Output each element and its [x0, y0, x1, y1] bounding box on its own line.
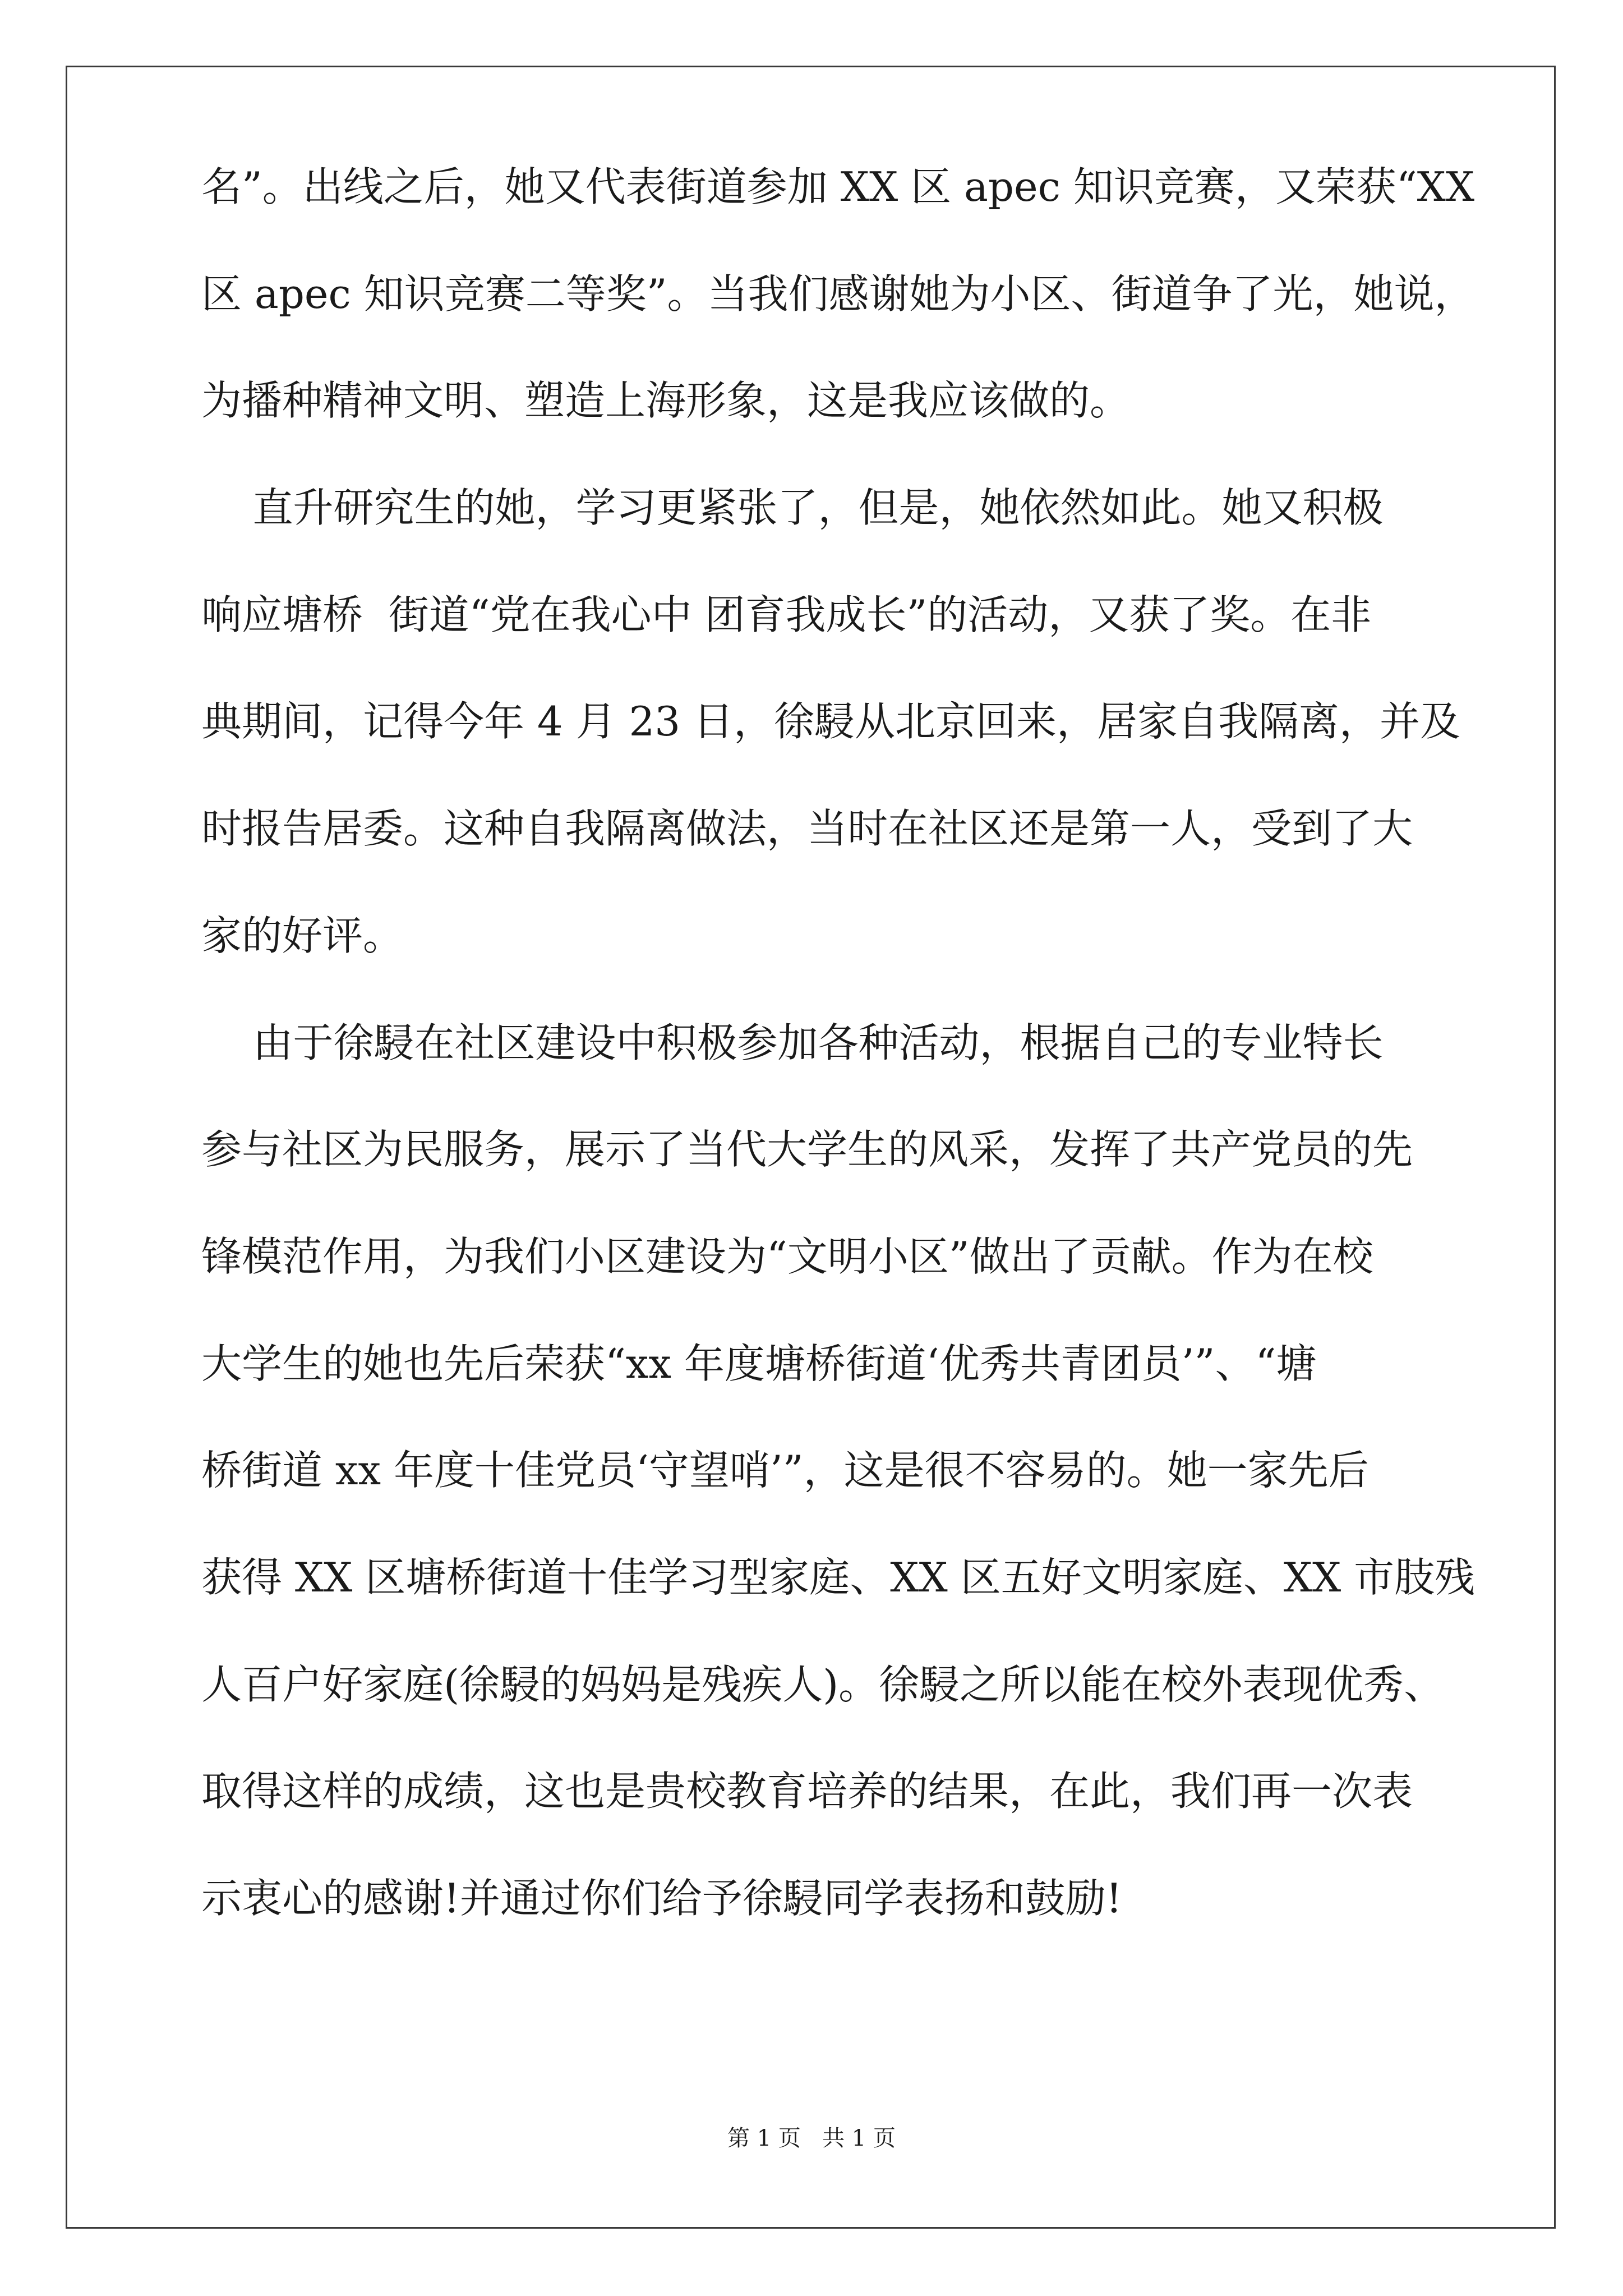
page-number-footer: 第 1 页 共 1 页	[727, 2125, 896, 2151]
text-line: 时报告居委。这种自我隔离做法，当时在社区还是第一人，受到了大	[201, 805, 1413, 853]
text-line: 锋模范作用，为我们小区建设为“文明小区”做出了贡献。作为在校	[201, 1232, 1373, 1280]
text-line: 人百户好家庭(徐駸的妈妈是残疾人)。徐駸之所以能在校外表现优秀、	[201, 1660, 1445, 1708]
text-line: 取得这样的成绩，这也是贵校教育培养的结果，在此，我们再一次表	[201, 1768, 1413, 1815]
text-line: 直升研究生的她，学习更紧张了，但是，她依然如此。她又积极	[201, 484, 1384, 532]
text-line: 典期间，记得今年 4 月 23 日，徐駸从北京回来，居家自我隔离，并及	[201, 698, 1460, 746]
page-frame	[66, 66, 1556, 2229]
text-line: 获得 XX 区塘桥街道十佳学习型家庭、XX 区五好文明家庭、XX 市肢残	[201, 1553, 1476, 1601]
text-line: 由于徐駸在社区建设中积极参加各种活动，根据自己的专业特长	[201, 1019, 1384, 1066]
text-line: 为播种精神文明、塑造上海形象，这是我应该做的。	[201, 377, 1131, 425]
text-line: 桥街道 xx 年度十佳党员‘守望哨’”，这是很不容易的。她一家先后	[201, 1447, 1369, 1494]
text-line: 示衷心的感谢!并通过你们给予徐駸同学表扬和鼓励!	[201, 1875, 1122, 1922]
text-line: 区 apec 知识竞赛二等奖”。当我们感谢她为小区、街道争了光，她说，	[201, 270, 1475, 318]
text-line: 响应塘桥 街道“党在我心中 团育我成长”的活动，又获了奖。在非	[201, 591, 1372, 638]
text-line: 参与社区为民服务，展示了当代大学生的风采，发挥了共产党员的先	[201, 1126, 1413, 1174]
text-line: 大学生的她也先后荣获“xx 年度塘桥街道‘优秀共青团员’”、“塘	[201, 1340, 1317, 1387]
document-body	[201, 134, 1476, 1952]
text-line: 家的好评。	[201, 912, 404, 959]
text-line: 名”。出线之后，她又代表街道参加 XX 区 apec 知识竞赛，又荣获“XX	[201, 163, 1475, 210]
